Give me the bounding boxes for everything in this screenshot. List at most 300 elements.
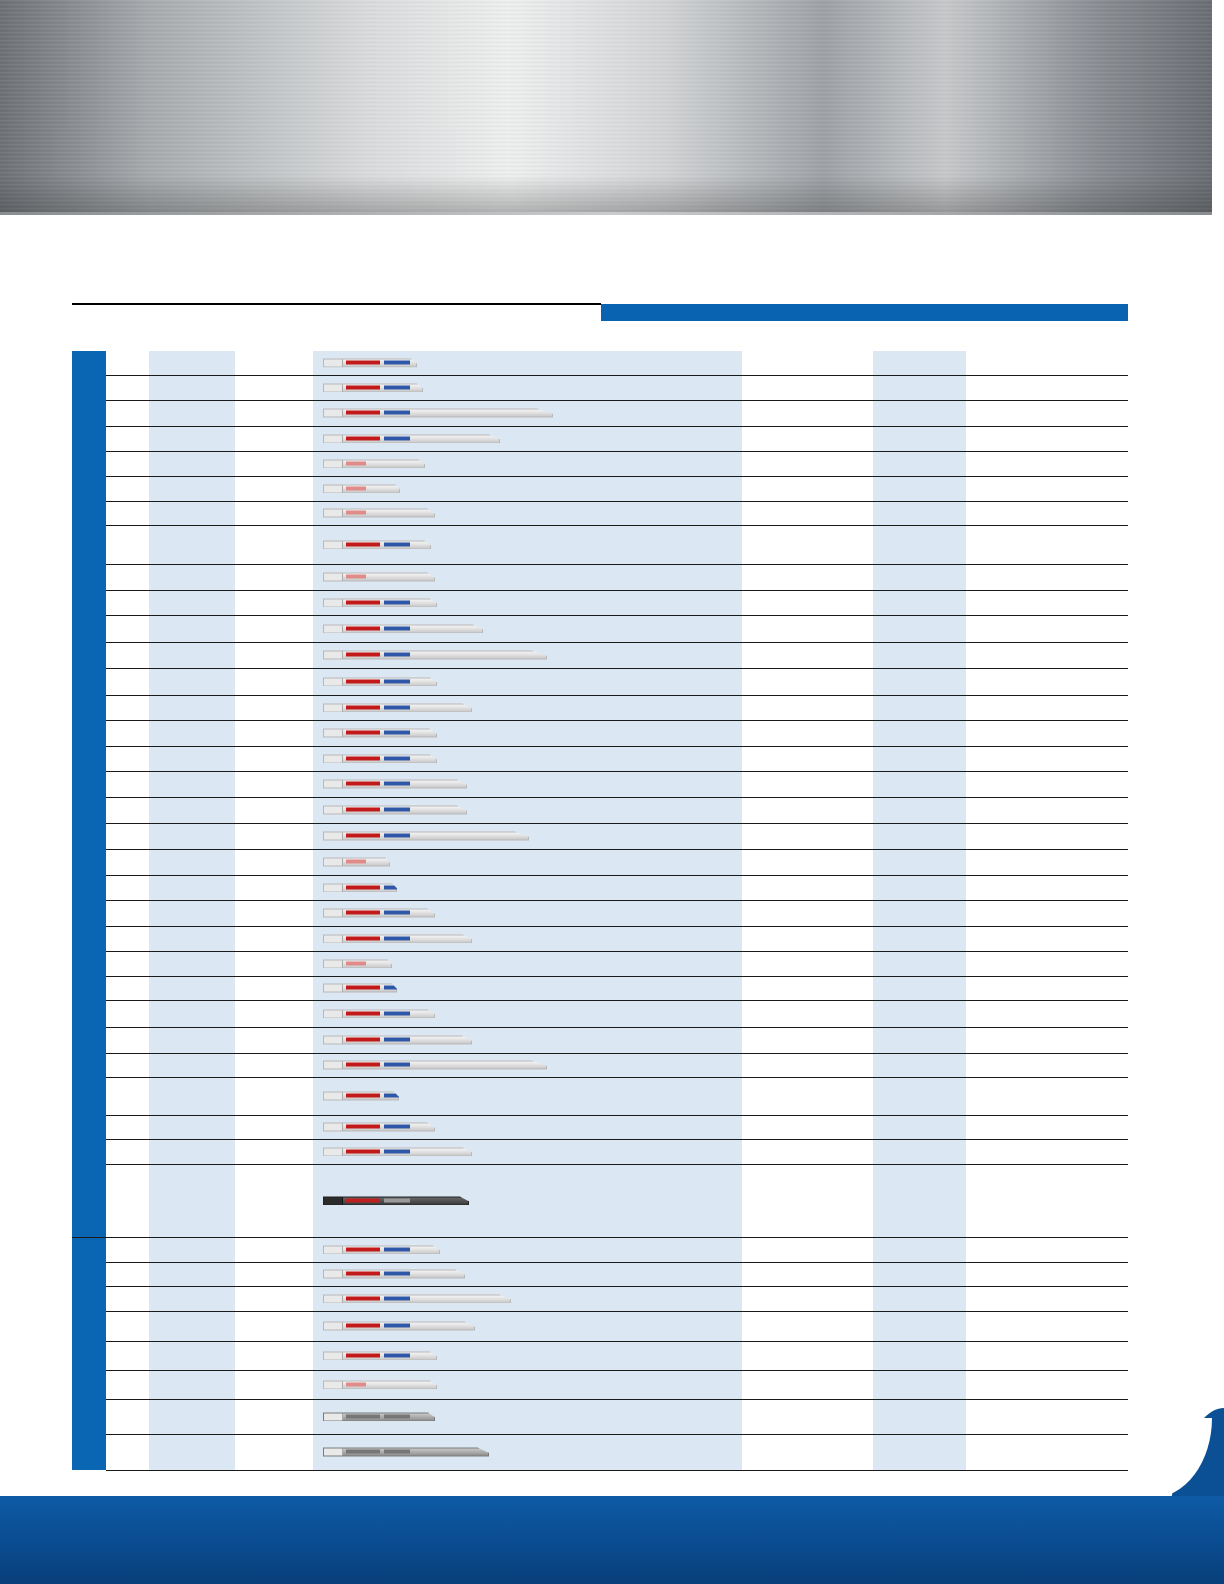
blade-logo bbox=[346, 860, 366, 864]
col-b bbox=[742, 1139, 873, 1164]
col-number bbox=[106, 426, 149, 451]
saw-blade-image bbox=[323, 1322, 475, 1331]
blade-logo bbox=[346, 486, 366, 490]
saw-blade-image bbox=[323, 677, 437, 686]
blade-shank bbox=[324, 1148, 343, 1155]
col-part bbox=[149, 400, 235, 426]
col-part bbox=[149, 1164, 235, 1237]
table-row bbox=[72, 1262, 1128, 1286]
saw-blade-image bbox=[323, 1147, 472, 1156]
col-image bbox=[313, 797, 601, 823]
col-d bbox=[966, 1027, 1128, 1053]
col-b bbox=[742, 695, 873, 720]
col-c bbox=[873, 400, 966, 426]
col-c bbox=[873, 476, 966, 501]
col-c bbox=[873, 501, 966, 525]
col-number bbox=[106, 642, 149, 668]
col-part bbox=[149, 849, 235, 875]
col-a bbox=[601, 642, 742, 668]
col-image bbox=[313, 1286, 601, 1311]
blade-logo bbox=[346, 385, 380, 389]
col-part bbox=[149, 1139, 235, 1164]
saw-blade-image bbox=[323, 754, 437, 763]
table-row bbox=[72, 451, 1128, 476]
col-b bbox=[742, 771, 873, 797]
blade-logo bbox=[346, 885, 380, 889]
col-c bbox=[873, 426, 966, 451]
col-part bbox=[149, 668, 235, 695]
col-size bbox=[235, 875, 313, 900]
blade-logo bbox=[346, 808, 380, 812]
col-part bbox=[149, 1237, 235, 1262]
table-row bbox=[72, 1399, 1128, 1434]
col-a bbox=[601, 1000, 742, 1027]
saw-blade-image bbox=[323, 1036, 472, 1045]
blade-logo bbox=[346, 756, 380, 760]
saw-blade-image bbox=[323, 1448, 489, 1457]
col-part bbox=[149, 1311, 235, 1341]
blade-shank bbox=[324, 1352, 343, 1359]
col-number bbox=[106, 1262, 149, 1286]
col-image bbox=[313, 1139, 601, 1164]
saw-blade-image bbox=[323, 624, 483, 633]
col-c bbox=[873, 590, 966, 615]
blade-spec bbox=[384, 1450, 410, 1454]
col-d bbox=[966, 976, 1128, 1000]
col-b bbox=[742, 1262, 873, 1286]
col-part bbox=[149, 951, 235, 976]
saw-blade-image bbox=[323, 883, 397, 892]
blade-shank bbox=[324, 359, 343, 366]
blade-shank bbox=[324, 460, 343, 467]
col-part bbox=[149, 823, 235, 849]
col-part bbox=[149, 797, 235, 823]
blade-spec bbox=[384, 756, 410, 760]
blade-logo bbox=[346, 1149, 380, 1153]
table-row bbox=[72, 771, 1128, 797]
col-b bbox=[742, 1053, 873, 1077]
col-image bbox=[313, 976, 601, 1000]
col-a bbox=[601, 400, 742, 426]
blade-spec bbox=[384, 1198, 410, 1202]
col-a bbox=[601, 746, 742, 771]
col-size bbox=[235, 695, 313, 720]
category-band-group-1 bbox=[72, 351, 106, 451]
saw-blade-image bbox=[323, 1009, 435, 1018]
col-size bbox=[235, 451, 313, 476]
blade-spec bbox=[384, 808, 410, 812]
table-row bbox=[72, 1139, 1128, 1164]
col-part bbox=[149, 746, 235, 771]
col-size bbox=[235, 525, 313, 564]
col-b bbox=[742, 900, 873, 926]
col-size bbox=[235, 1000, 313, 1027]
col-d bbox=[966, 451, 1128, 476]
col-d bbox=[966, 1262, 1128, 1286]
col-c bbox=[873, 642, 966, 668]
col-image bbox=[313, 400, 601, 426]
col-a bbox=[601, 1115, 742, 1139]
blade-shank bbox=[324, 1271, 343, 1278]
col-a bbox=[601, 1370, 742, 1399]
col-a bbox=[601, 900, 742, 926]
blade-shank bbox=[324, 910, 343, 917]
col-b bbox=[742, 476, 873, 501]
blade-spec bbox=[384, 1011, 410, 1015]
blade-logo bbox=[346, 1272, 380, 1276]
blade-logo bbox=[346, 411, 380, 415]
col-a bbox=[601, 375, 742, 400]
col-image bbox=[313, 351, 601, 375]
saw-blade-image bbox=[323, 409, 553, 418]
blade-shank bbox=[324, 1246, 343, 1253]
col-size bbox=[235, 900, 313, 926]
saw-blade-image bbox=[323, 509, 435, 518]
col-b bbox=[742, 823, 873, 849]
col-part bbox=[149, 642, 235, 668]
blade-shank bbox=[324, 704, 343, 711]
saw-blade-image bbox=[323, 1294, 511, 1303]
col-a bbox=[601, 476, 742, 501]
col-image bbox=[313, 1262, 601, 1286]
col-c bbox=[873, 900, 966, 926]
col-number bbox=[106, 590, 149, 615]
blade-spec bbox=[384, 653, 410, 657]
saw-blade-image bbox=[323, 598, 437, 607]
table-row bbox=[72, 976, 1128, 1000]
col-b bbox=[742, 976, 873, 1000]
table-row bbox=[72, 1027, 1128, 1053]
col-a bbox=[601, 771, 742, 797]
col-image bbox=[313, 1115, 601, 1139]
blade-shank bbox=[324, 1197, 343, 1204]
col-b bbox=[742, 375, 873, 400]
col-part bbox=[149, 375, 235, 400]
table-body bbox=[72, 351, 1128, 1470]
table-row bbox=[72, 590, 1128, 615]
col-b bbox=[742, 668, 873, 695]
col-number bbox=[106, 926, 149, 951]
col-c bbox=[873, 1262, 966, 1286]
col-size bbox=[235, 351, 313, 375]
col-c bbox=[873, 1311, 966, 1341]
col-number bbox=[106, 951, 149, 976]
blade-logo bbox=[346, 1247, 380, 1251]
col-number bbox=[106, 1077, 149, 1115]
col-b bbox=[742, 746, 873, 771]
col-d bbox=[966, 900, 1128, 926]
col-size bbox=[235, 951, 313, 976]
table-row bbox=[72, 720, 1128, 746]
col-image bbox=[313, 1341, 601, 1370]
col-size bbox=[235, 400, 313, 426]
col-c bbox=[873, 1164, 966, 1237]
blade-spec bbox=[384, 600, 410, 604]
col-image bbox=[313, 771, 601, 797]
col-d bbox=[966, 695, 1128, 720]
col-number bbox=[106, 1237, 149, 1262]
col-c bbox=[873, 976, 966, 1000]
col-b bbox=[742, 1286, 873, 1311]
col-size bbox=[235, 1262, 313, 1286]
col-size bbox=[235, 1311, 313, 1341]
col-c bbox=[873, 1000, 966, 1027]
col-a bbox=[601, 501, 742, 525]
table-row bbox=[72, 615, 1128, 642]
col-d bbox=[966, 501, 1128, 525]
col-part bbox=[149, 351, 235, 375]
col-c bbox=[873, 375, 966, 400]
blade-shank bbox=[324, 1413, 343, 1420]
footer-band bbox=[0, 1496, 1224, 1584]
col-image bbox=[313, 849, 601, 875]
col-b bbox=[742, 1370, 873, 1399]
col-part bbox=[149, 1115, 235, 1139]
col-number bbox=[106, 351, 149, 375]
col-c bbox=[873, 926, 966, 951]
blade-spec bbox=[384, 1247, 410, 1251]
col-c bbox=[873, 1434, 966, 1470]
col-d bbox=[966, 1139, 1128, 1164]
col-c bbox=[873, 1139, 966, 1164]
col-d bbox=[966, 1237, 1128, 1262]
blade-logo bbox=[346, 360, 380, 364]
col-image bbox=[313, 1311, 601, 1341]
col-d bbox=[966, 351, 1128, 375]
saw-blade-image bbox=[323, 1092, 399, 1101]
col-c bbox=[873, 615, 966, 642]
col-d bbox=[966, 375, 1128, 400]
saw-blade-image bbox=[323, 1351, 437, 1360]
col-b bbox=[742, 1311, 873, 1341]
col-d bbox=[966, 1053, 1128, 1077]
col-number bbox=[106, 720, 149, 746]
blade-logo bbox=[346, 1450, 380, 1454]
col-a bbox=[601, 1139, 742, 1164]
blade-logo bbox=[346, 731, 380, 735]
saw-blade-image bbox=[323, 1123, 435, 1132]
saw-blade-image bbox=[323, 1061, 547, 1070]
col-part bbox=[149, 501, 235, 525]
col-image bbox=[313, 1370, 601, 1399]
blade-spec bbox=[384, 626, 410, 630]
col-d bbox=[966, 1434, 1128, 1470]
col-d bbox=[966, 1000, 1128, 1027]
col-a bbox=[601, 976, 742, 1000]
col-number bbox=[106, 1000, 149, 1027]
blade-spec bbox=[384, 1272, 410, 1276]
col-image bbox=[313, 1164, 601, 1237]
col-number bbox=[106, 615, 149, 642]
blade-shank bbox=[324, 410, 343, 417]
blade-shank bbox=[324, 1037, 343, 1044]
col-number bbox=[106, 849, 149, 875]
col-a bbox=[601, 564, 742, 590]
col-d bbox=[966, 875, 1128, 900]
col-number bbox=[106, 400, 149, 426]
blade-logo bbox=[346, 1324, 380, 1328]
blade-logo bbox=[346, 782, 380, 786]
col-c bbox=[873, 1027, 966, 1053]
blade-logo bbox=[346, 1063, 380, 1067]
col-c bbox=[873, 720, 966, 746]
col-size bbox=[235, 668, 313, 695]
col-number bbox=[106, 1053, 149, 1077]
col-part bbox=[149, 875, 235, 900]
blade-shank bbox=[324, 435, 343, 442]
saw-blade-image bbox=[323, 1270, 465, 1279]
col-image bbox=[313, 525, 601, 564]
col-d bbox=[966, 476, 1128, 501]
col-image bbox=[313, 746, 601, 771]
blade-logo bbox=[346, 911, 380, 915]
table-row bbox=[72, 900, 1128, 926]
col-image bbox=[313, 695, 601, 720]
header-left bbox=[72, 304, 601, 351]
blade-logo bbox=[346, 1011, 380, 1015]
col-part bbox=[149, 564, 235, 590]
blade-spec bbox=[384, 1296, 410, 1300]
col-number bbox=[106, 695, 149, 720]
blade-spec bbox=[384, 936, 410, 940]
col-d bbox=[966, 564, 1128, 590]
saw-blade-image bbox=[323, 1412, 435, 1421]
col-number bbox=[106, 1286, 149, 1311]
blade-shank bbox=[324, 485, 343, 492]
table-row bbox=[72, 501, 1128, 525]
col-d bbox=[966, 1077, 1128, 1115]
saw-blade-image bbox=[323, 703, 472, 712]
col-number bbox=[106, 823, 149, 849]
col-d bbox=[966, 771, 1128, 797]
blade-logo bbox=[346, 542, 380, 546]
blade-shank bbox=[324, 985, 343, 992]
table-row bbox=[72, 1434, 1128, 1470]
blade-shank bbox=[324, 884, 343, 891]
col-number bbox=[106, 1027, 149, 1053]
col-size bbox=[235, 797, 313, 823]
col-size bbox=[235, 1237, 313, 1262]
blade-shank bbox=[324, 1010, 343, 1017]
col-image bbox=[313, 451, 601, 476]
blade-table bbox=[72, 303, 1128, 1472]
col-d bbox=[966, 615, 1128, 642]
saw-blade-image bbox=[323, 780, 467, 789]
col-b bbox=[742, 501, 873, 525]
col-d bbox=[966, 849, 1128, 875]
col-image bbox=[313, 668, 601, 695]
col-image bbox=[313, 375, 601, 400]
table-row bbox=[72, 1053, 1128, 1077]
col-part bbox=[149, 976, 235, 1000]
col-number bbox=[106, 900, 149, 926]
col-size bbox=[235, 375, 313, 400]
blade-spec bbox=[384, 436, 410, 440]
col-number bbox=[106, 771, 149, 797]
saw-blade-image bbox=[323, 484, 400, 493]
col-size bbox=[235, 1115, 313, 1139]
col-size bbox=[235, 1053, 313, 1077]
blade-shank bbox=[324, 1124, 343, 1131]
col-number bbox=[106, 1399, 149, 1434]
blade-logo bbox=[346, 1382, 366, 1386]
col-b bbox=[742, 351, 873, 375]
blade-shank bbox=[324, 625, 343, 632]
blade-logo bbox=[346, 1125, 380, 1129]
col-a bbox=[601, 1077, 742, 1115]
saw-blade-image bbox=[323, 1380, 437, 1389]
table-row bbox=[72, 797, 1128, 823]
blade-spec bbox=[384, 1063, 410, 1067]
header-blue-band bbox=[601, 304, 1128, 321]
col-image bbox=[313, 501, 601, 525]
col-c bbox=[873, 1399, 966, 1434]
col-number bbox=[106, 501, 149, 525]
col-d bbox=[966, 1115, 1128, 1139]
blade-spec bbox=[384, 834, 410, 838]
col-image bbox=[313, 1237, 601, 1262]
col-part bbox=[149, 1053, 235, 1077]
table-row bbox=[72, 426, 1128, 451]
col-a bbox=[601, 525, 742, 564]
col-part bbox=[149, 451, 235, 476]
banner-edge bbox=[0, 212, 1212, 215]
table-row bbox=[72, 564, 1128, 590]
col-c bbox=[873, 875, 966, 900]
blade-shank bbox=[324, 574, 343, 581]
col-a bbox=[601, 797, 742, 823]
col-b bbox=[742, 797, 873, 823]
col-c bbox=[873, 1237, 966, 1262]
col-b bbox=[742, 951, 873, 976]
col-d bbox=[966, 746, 1128, 771]
col-a bbox=[601, 615, 742, 642]
blade-shank bbox=[324, 1062, 343, 1069]
col-b bbox=[742, 1000, 873, 1027]
blade-logo bbox=[346, 1038, 380, 1042]
col-b bbox=[742, 615, 873, 642]
category-band-group-2 bbox=[72, 451, 106, 1164]
col-image bbox=[313, 951, 601, 976]
col-c bbox=[873, 823, 966, 849]
saw-blade-image bbox=[323, 984, 397, 993]
saw-blade-image bbox=[323, 434, 500, 443]
col-c bbox=[873, 695, 966, 720]
col-a bbox=[601, 823, 742, 849]
blade-shank bbox=[324, 1381, 343, 1388]
table-row bbox=[72, 1237, 1128, 1262]
blade-logo bbox=[346, 936, 380, 940]
col-image bbox=[313, 642, 601, 668]
saw-blade-image bbox=[323, 573, 435, 582]
col-size bbox=[235, 1399, 313, 1434]
col-b bbox=[742, 1341, 873, 1370]
col-b bbox=[742, 1399, 873, 1434]
col-size bbox=[235, 615, 313, 642]
blade-spec bbox=[384, 679, 410, 683]
col-image bbox=[313, 476, 601, 501]
col-d bbox=[966, 951, 1128, 976]
col-image bbox=[313, 615, 601, 642]
table-row bbox=[72, 746, 1128, 771]
category-band-group-4 bbox=[72, 1237, 106, 1311]
col-part bbox=[149, 525, 235, 564]
saw-blade-image bbox=[323, 729, 437, 738]
blade-logo bbox=[346, 679, 380, 683]
blade-shank bbox=[324, 859, 343, 866]
saw-blade-image bbox=[323, 358, 417, 367]
table-row bbox=[72, 1115, 1128, 1139]
